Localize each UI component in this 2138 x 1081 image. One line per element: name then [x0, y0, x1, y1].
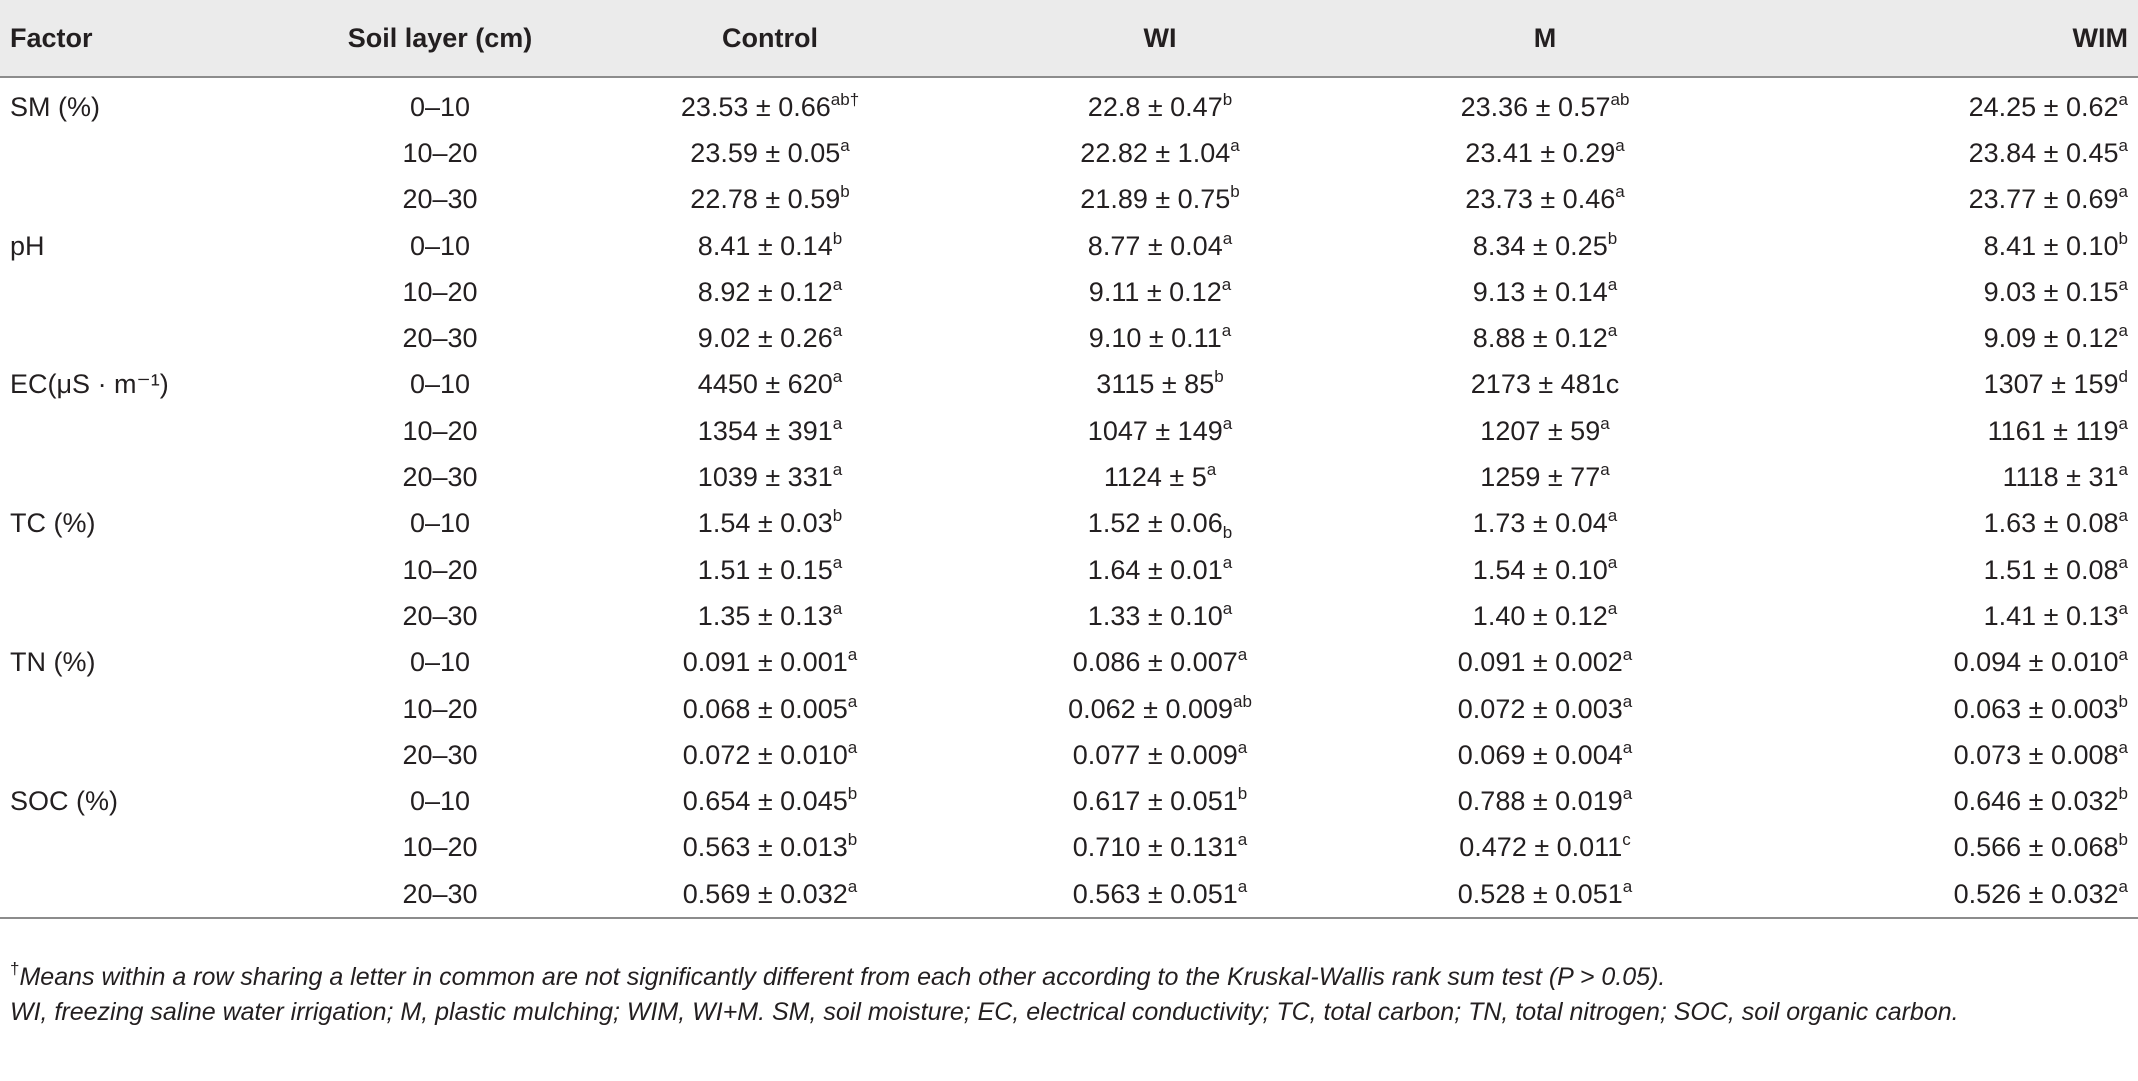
- mean-value: 1.54 ± 0.10: [1472, 554, 1608, 585]
- factor-cell: [0, 871, 310, 918]
- mean-value: 0.563 ± 0.013: [682, 832, 848, 863]
- wim-value-cell: [1740, 362, 2138, 408]
- factor-cell: [0, 593, 310, 639]
- table-row: [0, 871, 2138, 918]
- mean-value: 9.13 ± 0.14: [1472, 276, 1608, 307]
- significance-letter: a: [2118, 876, 2128, 896]
- factor-cell: SM (%): [10, 91, 100, 122]
- wi-value-cell: [970, 686, 1350, 732]
- significance-letter: a: [1607, 598, 1618, 618]
- factor-cell: pH: [10, 230, 45, 261]
- control-value-cell: [570, 501, 970, 547]
- header-row: [0, 0, 2138, 77]
- wi-value-cell: [970, 547, 1350, 593]
- wim-value-cell: [1740, 593, 2138, 639]
- control-value-cell: [570, 130, 970, 176]
- soil-layer-cell: 0–10: [409, 230, 471, 261]
- significance-letter: a: [1607, 552, 1618, 572]
- m-value-cell: [1350, 130, 1740, 176]
- table-row: [0, 640, 2138, 686]
- significance-letter: a: [2118, 89, 2128, 109]
- mean-value: 0.073 ± 0.008: [1953, 739, 2119, 770]
- wi-value-cell: [970, 825, 1350, 871]
- significance-letter: a: [832, 460, 843, 480]
- control-value-cell: [570, 593, 970, 639]
- soil-layer-cell: 20–30: [402, 184, 478, 215]
- header-factor: Factor: [0, 0, 310, 77]
- soil-layer-cell: 20–30: [402, 600, 478, 631]
- table-header: [0, 0, 2138, 77]
- control-value-cell: [570, 778, 970, 824]
- significance-letter: a: [2118, 645, 2128, 665]
- mean-value: 8.41 ± 0.14: [697, 230, 833, 261]
- mean-value: 3115 ± 85: [1096, 369, 1215, 400]
- mean-value: 1.41 ± 0.13: [1983, 600, 2119, 631]
- wi-value-cell: [970, 315, 1350, 361]
- mean-value: 23.84 ± 0.45: [1968, 137, 2119, 168]
- significance-letter: b: [1214, 367, 1224, 387]
- significance-letter: a: [847, 876, 858, 896]
- significance-letter: a: [2118, 413, 2128, 433]
- soil-layer-cell: 10–20: [402, 693, 478, 724]
- wi-value-cell: [970, 177, 1350, 223]
- significance-letter: a: [2118, 135, 2128, 155]
- wi-value-cell: [970, 732, 1350, 778]
- significance-letter: a: [832, 321, 843, 341]
- soil-layer-cell: 10–20: [402, 415, 478, 446]
- table-row: [0, 501, 2138, 547]
- mean-value: 22.82 ± 1.04: [1080, 137, 1231, 168]
- mean-value: 1.63 ± 0.08: [1983, 508, 2119, 539]
- factor-cell: TC (%): [10, 508, 96, 539]
- significance-letter: a: [2118, 506, 2128, 526]
- m-value-cell: [1350, 223, 1740, 269]
- mean-value: 0.068 ± 0.005: [682, 693, 848, 724]
- m-value-cell: [1350, 593, 1740, 639]
- soil-layer-cell: 20–30: [402, 739, 478, 770]
- significance-letter: a: [1607, 506, 1618, 526]
- significance-letter: a: [1222, 413, 1233, 433]
- m-value-cell: [1350, 454, 1740, 500]
- table-row: [0, 315, 2138, 361]
- significance-letter: d: [2118, 367, 2128, 387]
- m-value-cell: [1350, 501, 1740, 547]
- mean-value: 23.77 ± 0.69: [1968, 184, 2119, 215]
- soil-layer-cell: 10–20: [402, 554, 478, 585]
- mean-value: 1.35 ± 0.13: [697, 600, 833, 631]
- table-row: [0, 130, 2138, 176]
- soil-layer-cell: 20–30: [310, 871, 570, 918]
- significance-letter: ab: [1233, 691, 1252, 711]
- soil-layer-cell: 10–20: [402, 832, 478, 863]
- significance-letter: a: [2118, 737, 2128, 757]
- significance-letter: a: [1222, 552, 1233, 572]
- mean-value: 0.617 ± 0.051: [1072, 786, 1238, 817]
- wi-value-cell: [970, 130, 1350, 176]
- wim-value-cell: [1740, 177, 2138, 223]
- wi-value-cell: [970, 454, 1350, 500]
- factor-cell: [0, 732, 310, 778]
- significance-letter: b: [2118, 691, 2128, 711]
- table-footnotes: [10, 960, 2108, 1030]
- significance-letter: b: [1222, 523, 1233, 543]
- control-value-cell: [570, 223, 970, 269]
- wim-value-cell: [1740, 130, 2138, 176]
- wi-value-cell: [970, 362, 1350, 408]
- table-row: [0, 454, 2138, 500]
- wim-value-cell: [1740, 778, 2138, 824]
- soil-layer-cell: 20–30: [402, 323, 478, 354]
- significance-letter: a: [1221, 321, 1232, 341]
- significance-letter: a: [1237, 876, 1248, 896]
- significance-letter: b: [1237, 784, 1248, 804]
- significance-letter: a: [832, 598, 843, 618]
- header-control: Control: [570, 0, 970, 77]
- significance-letter: a: [1615, 135, 1625, 155]
- factor-cell: [0, 269, 310, 315]
- wim-value-cell: [1740, 315, 2138, 361]
- table-row: [0, 223, 2138, 269]
- control-value-cell: [570, 686, 970, 732]
- mean-value: 1.54 ± 0.03: [697, 508, 833, 539]
- soil-layer-cell: 0–10: [409, 508, 471, 539]
- wi-value-cell: [970, 501, 1350, 547]
- significance-letter: a: [1622, 876, 1633, 896]
- significance-letter: b: [1230, 182, 1240, 202]
- control-value-cell: [570, 77, 970, 130]
- soil-layer-cell: 0–10: [409, 647, 471, 678]
- mean-value: 8.34 ± 0.25: [1472, 230, 1608, 261]
- header-m: M: [1350, 0, 1740, 77]
- m-value-cell: [1350, 640, 1740, 686]
- factor-cell: [0, 408, 310, 454]
- wi-value-cell: [970, 871, 1350, 918]
- mean-value: 1.51 ± 0.15: [697, 554, 833, 585]
- control-value-cell: [570, 362, 970, 408]
- control-value-cell: [570, 315, 970, 361]
- wi-value-cell: [970, 408, 1350, 454]
- significance-letter: ab†: [830, 89, 860, 109]
- factor-cell: SOC (%): [10, 786, 118, 817]
- factor-cell: [0, 825, 310, 871]
- footnote-significance: [10, 960, 2108, 995]
- m-value-cell: [1350, 732, 1740, 778]
- mean-value: 0.069 ± 0.004: [1457, 739, 1623, 770]
- header-wi: WI: [970, 0, 1350, 77]
- significance-letter: a: [1206, 460, 1217, 480]
- soil-layer-cell: 0–10: [409, 91, 471, 122]
- wim-value-cell: [1740, 269, 2138, 315]
- control-value-cell: [570, 871, 970, 918]
- mean-value: 23.59 ± 0.05: [690, 137, 841, 168]
- table-row: [0, 362, 2138, 408]
- wi-value-cell: [970, 77, 1350, 130]
- mean-value: 0.072 ± 0.003: [1457, 693, 1623, 724]
- wi-value-cell: [970, 640, 1350, 686]
- soil-layer-cell: 0–10: [409, 369, 471, 400]
- factor-cell: [0, 177, 310, 223]
- significance-letter: a: [1615, 182, 1625, 202]
- mean-value: 1207 ± 59: [1480, 415, 1601, 446]
- footnote-abbreviations: WI, freezing saline water irrigation; M, plastic mulching; WIM, WI+M. SM, soil moisture; EC, electrical conductivity; TC, total carbon; TN, total nitrogen; SOC, soil organic carbon.: [10, 998, 1959, 1026]
- wi-value-cell: [970, 223, 1350, 269]
- significance-letter: c: [1622, 830, 1631, 850]
- control-value-cell: [570, 177, 970, 223]
- mean-value: 0.472 ± 0.011: [1459, 832, 1623, 863]
- mean-value: 0.072 ± 0.010: [682, 739, 848, 770]
- factor-cell: [0, 454, 310, 500]
- significance-letter: a: [1622, 691, 1633, 711]
- control-value-cell: [570, 408, 970, 454]
- mean-value: 1124 ± 5: [1103, 462, 1207, 493]
- m-value-cell: [1350, 77, 1740, 130]
- significance-letter: a: [1222, 228, 1233, 248]
- wi-value-cell: [970, 593, 1350, 639]
- table-row: [0, 778, 2138, 824]
- header-soil-layer: Soil layer (cm): [310, 0, 570, 77]
- mean-value: 0.563 ± 0.051: [1072, 878, 1238, 909]
- significance-letter: b: [1222, 89, 1233, 109]
- mean-value: 1.52 ± 0.06: [1087, 508, 1223, 539]
- wi-value-cell: [970, 778, 1350, 824]
- m-value-cell: [1350, 871, 1740, 918]
- factor-cell: [0, 130, 310, 176]
- significance-letter: a: [1622, 784, 1633, 804]
- wim-value-cell: [1740, 640, 2138, 686]
- mean-value: 4450 ± 620: [697, 369, 833, 400]
- table-row: [0, 593, 2138, 639]
- mean-value: 0.654 ± 0.045: [682, 786, 848, 817]
- mean-value: 1.51 ± 0.08: [1983, 554, 2119, 585]
- significance-letter: a: [2118, 552, 2128, 572]
- mean-value: 1.40 ± 0.12: [1472, 600, 1608, 631]
- mean-value: 22.78 ± 0.59: [690, 184, 841, 215]
- control-value-cell: [570, 454, 970, 500]
- m-value-cell: [1350, 547, 1740, 593]
- mean-value: 1047 ± 149: [1087, 415, 1223, 446]
- mean-value: 0.788 ± 0.019: [1457, 786, 1623, 817]
- table-body: [0, 77, 2138, 918]
- significance-letter: a: [2118, 460, 2128, 480]
- mean-value: 21.89 ± 0.75: [1080, 184, 1231, 215]
- significance-letter: a: [1600, 413, 1610, 433]
- mean-value: 1.64 ± 0.01: [1087, 554, 1223, 585]
- significance-letter: a: [1237, 645, 1248, 665]
- table-row: [0, 269, 2138, 315]
- wim-value-cell: [1740, 686, 2138, 732]
- factor-cell: [0, 315, 310, 361]
- mean-value: 0.710 ± 0.131: [1072, 832, 1238, 863]
- wim-value-cell: [1740, 547, 2138, 593]
- significance-letter: b: [2118, 228, 2128, 248]
- factor-cell: EC(μS · m⁻¹): [10, 369, 169, 400]
- significance-letter: a: [1607, 274, 1618, 294]
- mean-value: 0.526 ± 0.032: [1953, 878, 2119, 909]
- mean-value: 0.528 ± 0.051: [1457, 878, 1623, 909]
- mean-value: 0.091 ± 0.002: [1457, 647, 1623, 678]
- header-wim: WIM: [1740, 0, 2138, 77]
- m-value-cell: [1350, 778, 1740, 824]
- table-row: [0, 77, 2138, 130]
- mean-value: 8.88 ± 0.12: [1472, 323, 1608, 354]
- significance-letter: ab: [1610, 89, 1630, 109]
- significance-letter: a: [2118, 321, 2128, 341]
- significance-letter: b: [832, 506, 843, 526]
- mean-value: 0.063 ± 0.003: [1953, 693, 2119, 724]
- mean-value: 1039 ± 331: [697, 462, 833, 493]
- mean-value: 1259 ± 77: [1480, 462, 1601, 493]
- significance-letter: a: [2118, 274, 2128, 294]
- wim-value-cell: [1740, 825, 2138, 871]
- significance-letter: a: [1237, 830, 1248, 850]
- mean-value: 0.094 ± 0.010: [1953, 647, 2119, 678]
- mean-value: 22.8 ± 0.47: [1087, 91, 1223, 122]
- mean-value: 9.10 ± 0.11: [1088, 323, 1222, 354]
- significance-letter: a: [840, 135, 850, 155]
- significance-letter: a: [832, 367, 843, 387]
- soil-layer-cell: 10–20: [402, 276, 478, 307]
- table-row: [0, 547, 2138, 593]
- mean-value: 1161 ± 119: [1987, 415, 2119, 446]
- soil-layer-cell: 20–30: [402, 462, 478, 493]
- m-value-cell: [1350, 686, 1740, 732]
- mean-value: 0.062 ± 0.009: [1068, 693, 1234, 724]
- factor-cell: [0, 547, 310, 593]
- control-value-cell: [570, 640, 970, 686]
- m-value-cell: [1350, 408, 1740, 454]
- wim-value-cell: [1740, 77, 2138, 130]
- significance-letter: a: [847, 691, 858, 711]
- significance-letter: b: [847, 830, 858, 850]
- control-value-cell: [570, 269, 970, 315]
- factor-cell: TN (%): [10, 647, 96, 678]
- wim-value-cell: [1740, 454, 2138, 500]
- mean-value: 9.11 ± 0.12: [1088, 276, 1222, 307]
- mean-value: 2173 ± 481c: [1470, 369, 1620, 400]
- factor-cell: [0, 686, 310, 732]
- m-value-cell: [1350, 362, 1740, 408]
- mean-value: 9.02 ± 0.26: [697, 323, 833, 354]
- significance-letter: a: [832, 413, 843, 433]
- mean-value: 1118 ± 31: [2002, 462, 2119, 493]
- table-row: [0, 408, 2138, 454]
- mean-value: 23.73 ± 0.46: [1465, 184, 1616, 215]
- footnote-significance-text: Means within a row sharing a letter in common are not significantly different from each other according to the Kruskal-Wallis rank sum test (P > 0.05).: [19, 963, 1666, 991]
- wim-value-cell: [1740, 501, 2138, 547]
- soil-layer-cell: 10–20: [402, 137, 478, 168]
- table-row: [0, 825, 2138, 871]
- wim-value-cell: [1740, 223, 2138, 269]
- significance-letter: a: [1607, 321, 1618, 341]
- significance-letter: a: [1221, 274, 1232, 294]
- wim-value-cell: [1740, 732, 2138, 778]
- mean-value: 23.36 ± 0.57: [1460, 91, 1611, 122]
- mean-value: 0.646 ± 0.032: [1953, 786, 2119, 817]
- wim-value-cell: [1740, 871, 2138, 918]
- control-value-cell: [570, 732, 970, 778]
- mean-value: 1.33 ± 0.10: [1087, 600, 1223, 631]
- wi-value-cell: [970, 269, 1350, 315]
- mean-value: 9.09 ± 0.12: [1983, 323, 2119, 354]
- significance-letter: a: [1622, 737, 1633, 757]
- mean-value: 8.92 ± 0.12: [697, 276, 833, 307]
- mean-value: 8.77 ± 0.04: [1087, 230, 1223, 261]
- mean-value: 1354 ± 391: [697, 415, 833, 446]
- table-row: [0, 177, 2138, 223]
- m-value-cell: [1350, 269, 1740, 315]
- mean-value: 24.25 ± 0.62: [1968, 91, 2119, 122]
- mean-value: 1.73 ± 0.04: [1472, 508, 1608, 539]
- soil-layer-cell: 0–10: [409, 786, 471, 817]
- significance-letter: a: [2118, 598, 2128, 618]
- significance-letter: a: [1237, 737, 1248, 757]
- mean-value: 0.566 ± 0.068: [1953, 832, 2119, 863]
- control-value-cell: [570, 547, 970, 593]
- mean-value: 23.41 ± 0.29: [1465, 137, 1616, 168]
- significance-letter: a: [847, 737, 858, 757]
- m-value-cell: [1350, 315, 1740, 361]
- mean-value: 0.077 ± 0.009: [1072, 739, 1238, 770]
- m-value-cell: [1350, 825, 1740, 871]
- mean-value: 0.569 ± 0.032: [682, 878, 848, 909]
- footnote-dagger: †: [10, 959, 20, 978]
- significance-letter: a: [1222, 598, 1233, 618]
- significance-letter: a: [832, 274, 843, 294]
- significance-letter: b: [2118, 830, 2128, 850]
- wim-value-cell: [1740, 408, 2138, 454]
- significance-letter: a: [847, 645, 858, 665]
- significance-letter: a: [1600, 460, 1610, 480]
- significance-letter: a: [1230, 135, 1240, 155]
- mean-value: 0.086 ± 0.007: [1072, 647, 1238, 678]
- mean-value: 8.41 ± 0.10: [1983, 230, 2119, 261]
- table-row: [0, 686, 2138, 732]
- significance-letter: b: [840, 182, 850, 202]
- mean-value: 0.091 ± 0.001: [682, 647, 848, 678]
- significance-letter: b: [847, 784, 858, 804]
- table-row: [0, 732, 2138, 778]
- significance-letter: a: [2118, 182, 2128, 202]
- significance-letter: b: [1607, 228, 1618, 248]
- mean-value: 1307 ± 159: [1983, 369, 2119, 400]
- mean-value: 23.53 ± 0.66: [680, 91, 831, 122]
- significance-letter: a: [1622, 645, 1633, 665]
- m-value-cell: [1350, 177, 1740, 223]
- significance-letter: b: [2118, 784, 2128, 804]
- control-value-cell: [570, 825, 970, 871]
- significance-letter: a: [832, 552, 843, 572]
- mean-value: 9.03 ± 0.15: [1983, 276, 2119, 307]
- significance-letter: b: [832, 228, 843, 248]
